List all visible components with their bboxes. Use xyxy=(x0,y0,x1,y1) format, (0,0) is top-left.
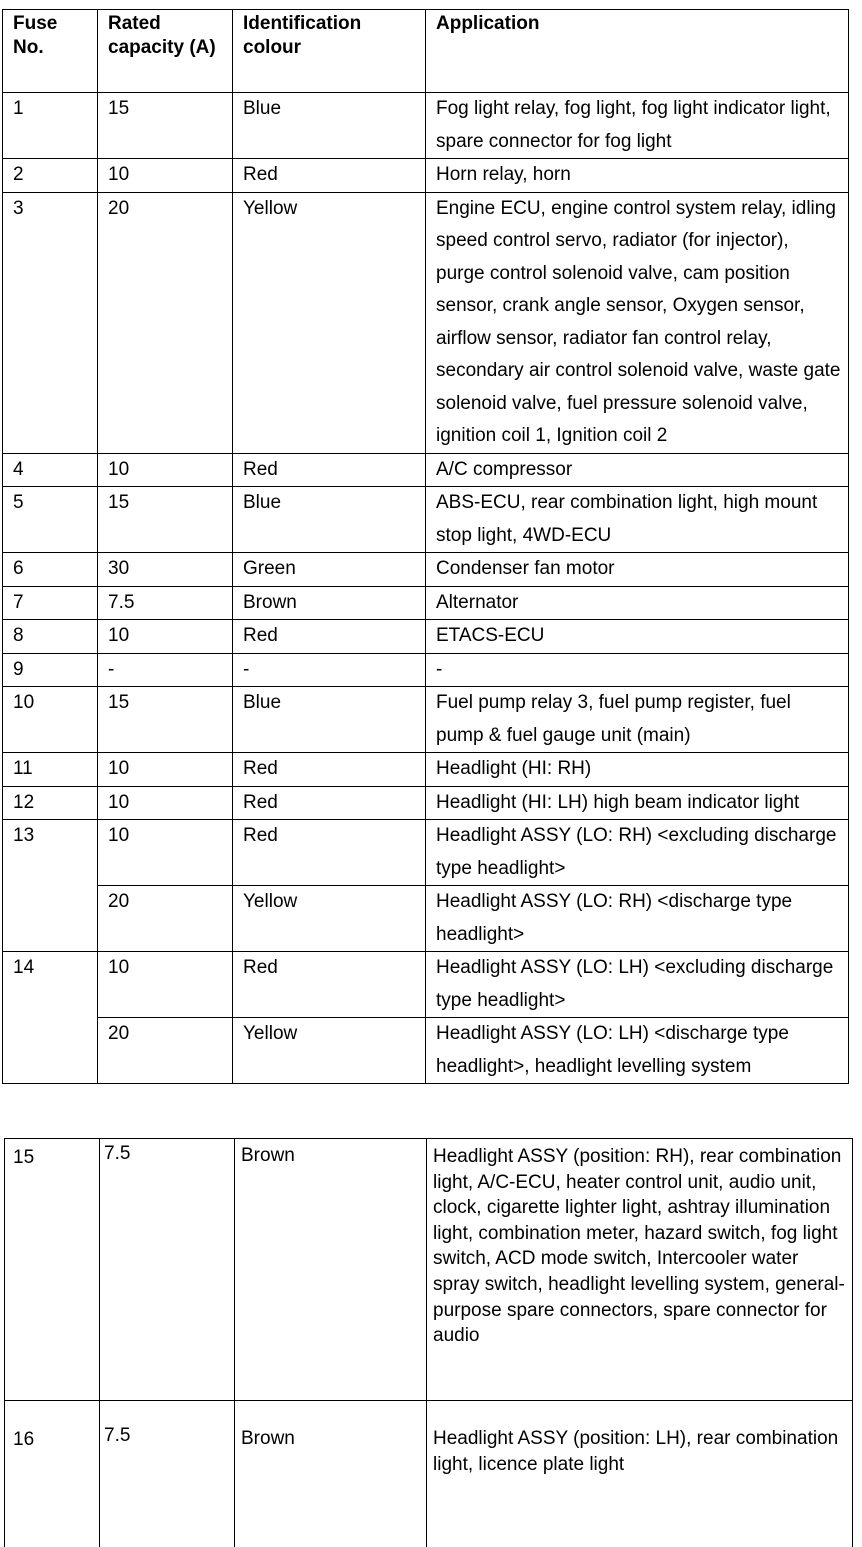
table-header-row xyxy=(3,10,849,93)
table-row xyxy=(3,453,849,487)
table-row xyxy=(3,653,849,687)
table-row xyxy=(3,487,849,553)
fuse-number: 6 xyxy=(3,553,98,587)
table-row xyxy=(3,952,849,1018)
rated-capacity: 10 xyxy=(98,786,233,820)
rated-capacity: 10 xyxy=(98,453,233,487)
rated-capacity: 7.5 xyxy=(100,1139,235,1401)
application: Condenser fan motor xyxy=(426,553,849,587)
identification-colour: Red xyxy=(233,786,426,820)
fuse-number: 3 xyxy=(3,192,98,453)
application: Engine ECU, engine control system relay, idling speed control servo, radiator (for injector), purge control solenoid valve, cam position sensor, crank angle sensor, Oxygen sensor, airflow sensor, radiator fan control relay, secondary air control solenoid valve, waste gate solenoid valve, fuel pressure solenoid valve, ignition coil 1, Ignition coil 2 xyxy=(426,192,849,453)
rated-capacity: 30 xyxy=(98,553,233,587)
fuse-number: 14 xyxy=(3,952,98,1084)
rated-capacity: 10 xyxy=(98,820,233,886)
application: Headlight ASSY (LO: RH) <excluding discharge type headlight> xyxy=(426,820,849,886)
identification-colour: - xyxy=(233,653,426,687)
header-fuse-no: Fuse No. xyxy=(3,10,98,93)
application: Headlight ASSY (LO: RH) <discharge type headlight> xyxy=(426,886,849,952)
application: A/C compressor xyxy=(426,453,849,487)
table-row xyxy=(3,1018,849,1084)
identification-colour: Blue xyxy=(233,487,426,553)
application: Alternator xyxy=(426,586,849,620)
application: Headlight ASSY (position: RH), rear combination light, A/C-ECU, heater control unit, audio unit, clock, cigarette lighter light, ashtray illumination light, combination meter, hazard switch, fog light switch, ACD mode switch, Intercooler water spray switch, headlight levelling system, general-purpose spare connectors, spare connector for audio xyxy=(427,1139,853,1401)
fuse-number: 7 xyxy=(3,586,98,620)
table-row xyxy=(3,786,849,820)
fuse-number: 9 xyxy=(3,653,98,687)
identification-colour: Red xyxy=(233,453,426,487)
fuse-table xyxy=(2,9,849,1084)
identification-colour: Brown xyxy=(235,1401,427,1547)
rated-capacity: 15 xyxy=(98,687,233,753)
rated-capacity: 10 xyxy=(98,620,233,654)
application: Headlight ASSY (position: LH), rear combination light, licence plate light xyxy=(427,1401,853,1547)
table-row xyxy=(5,1139,853,1401)
application: Headlight (HI: RH) xyxy=(426,753,849,787)
table-row xyxy=(3,820,849,886)
fuse-number: 1 xyxy=(3,93,98,159)
rated-capacity: 10 xyxy=(98,159,233,193)
application: Fog light relay, fog light, fog light indicator light, spare connector for fog light xyxy=(426,93,849,159)
rated-capacity: 20 xyxy=(98,1018,233,1084)
rated-capacity: 15 xyxy=(98,93,233,159)
fuse-number: 4 xyxy=(3,453,98,487)
fuse-number: 8 xyxy=(3,620,98,654)
fuse-table-continued xyxy=(4,1138,853,1547)
table-row xyxy=(3,687,849,753)
application: Headlight ASSY (LO: LH) <discharge type headlight>, headlight levelling system xyxy=(426,1018,849,1084)
identification-colour: Brown xyxy=(235,1139,427,1401)
rated-capacity: 20 xyxy=(98,886,233,952)
application: Headlight (HI: LH) high beam indicator light xyxy=(426,786,849,820)
table-row xyxy=(3,886,849,952)
rated-capacity: - xyxy=(98,653,233,687)
fuse-number: 12 xyxy=(3,786,98,820)
table-row xyxy=(3,753,849,787)
table-row xyxy=(3,93,849,159)
table-row xyxy=(5,1401,853,1547)
table-row xyxy=(3,586,849,620)
identification-colour: Yellow xyxy=(233,192,426,453)
identification-colour: Red xyxy=(233,820,426,886)
identification-colour: Red xyxy=(233,159,426,193)
application: Headlight ASSY (LO: LH) <excluding discharge type headlight> xyxy=(426,952,849,1018)
fuse-number: 5 xyxy=(3,487,98,553)
application: ETACS-ECU xyxy=(426,620,849,654)
fuse-number: 2 xyxy=(3,159,98,193)
application: Fuel pump relay 3, fuel pump register, fuel pump & fuel gauge unit (main) xyxy=(426,687,849,753)
table-row xyxy=(3,553,849,587)
identification-colour: Yellow xyxy=(233,886,426,952)
rated-capacity: 7.5 xyxy=(98,586,233,620)
identification-colour: Red xyxy=(233,753,426,787)
rated-capacity: 15 xyxy=(98,487,233,553)
header-application: Application xyxy=(426,10,849,93)
identification-colour: Red xyxy=(233,620,426,654)
identification-colour: Green xyxy=(233,553,426,587)
table-row xyxy=(3,620,849,654)
application: Horn relay, horn xyxy=(426,159,849,193)
fuse-number: 15 xyxy=(5,1139,100,1401)
identification-colour: Brown xyxy=(233,586,426,620)
identification-colour: Red xyxy=(233,952,426,1018)
identification-colour: Blue xyxy=(233,687,426,753)
application: ABS-ECU, rear combination light, high mount stop light, 4WD-ECU xyxy=(426,487,849,553)
fuse-number: 16 xyxy=(5,1401,100,1547)
identification-colour: Yellow xyxy=(233,1018,426,1084)
rated-capacity: 20 xyxy=(98,192,233,453)
rated-capacity: 10 xyxy=(98,753,233,787)
fuse-number: 11 xyxy=(3,753,98,787)
header-rated-capacity: Rated capacity (A) xyxy=(98,10,233,93)
rated-capacity: 7.5 xyxy=(100,1401,235,1547)
table-row xyxy=(3,159,849,193)
application: - xyxy=(426,653,849,687)
fuse-number: 10 xyxy=(3,687,98,753)
table-row xyxy=(3,192,849,453)
identification-colour: Blue xyxy=(233,93,426,159)
fuse-number: 13 xyxy=(3,820,98,952)
header-identification-colour: Identification colour xyxy=(233,10,426,93)
rated-capacity: 10 xyxy=(98,952,233,1018)
